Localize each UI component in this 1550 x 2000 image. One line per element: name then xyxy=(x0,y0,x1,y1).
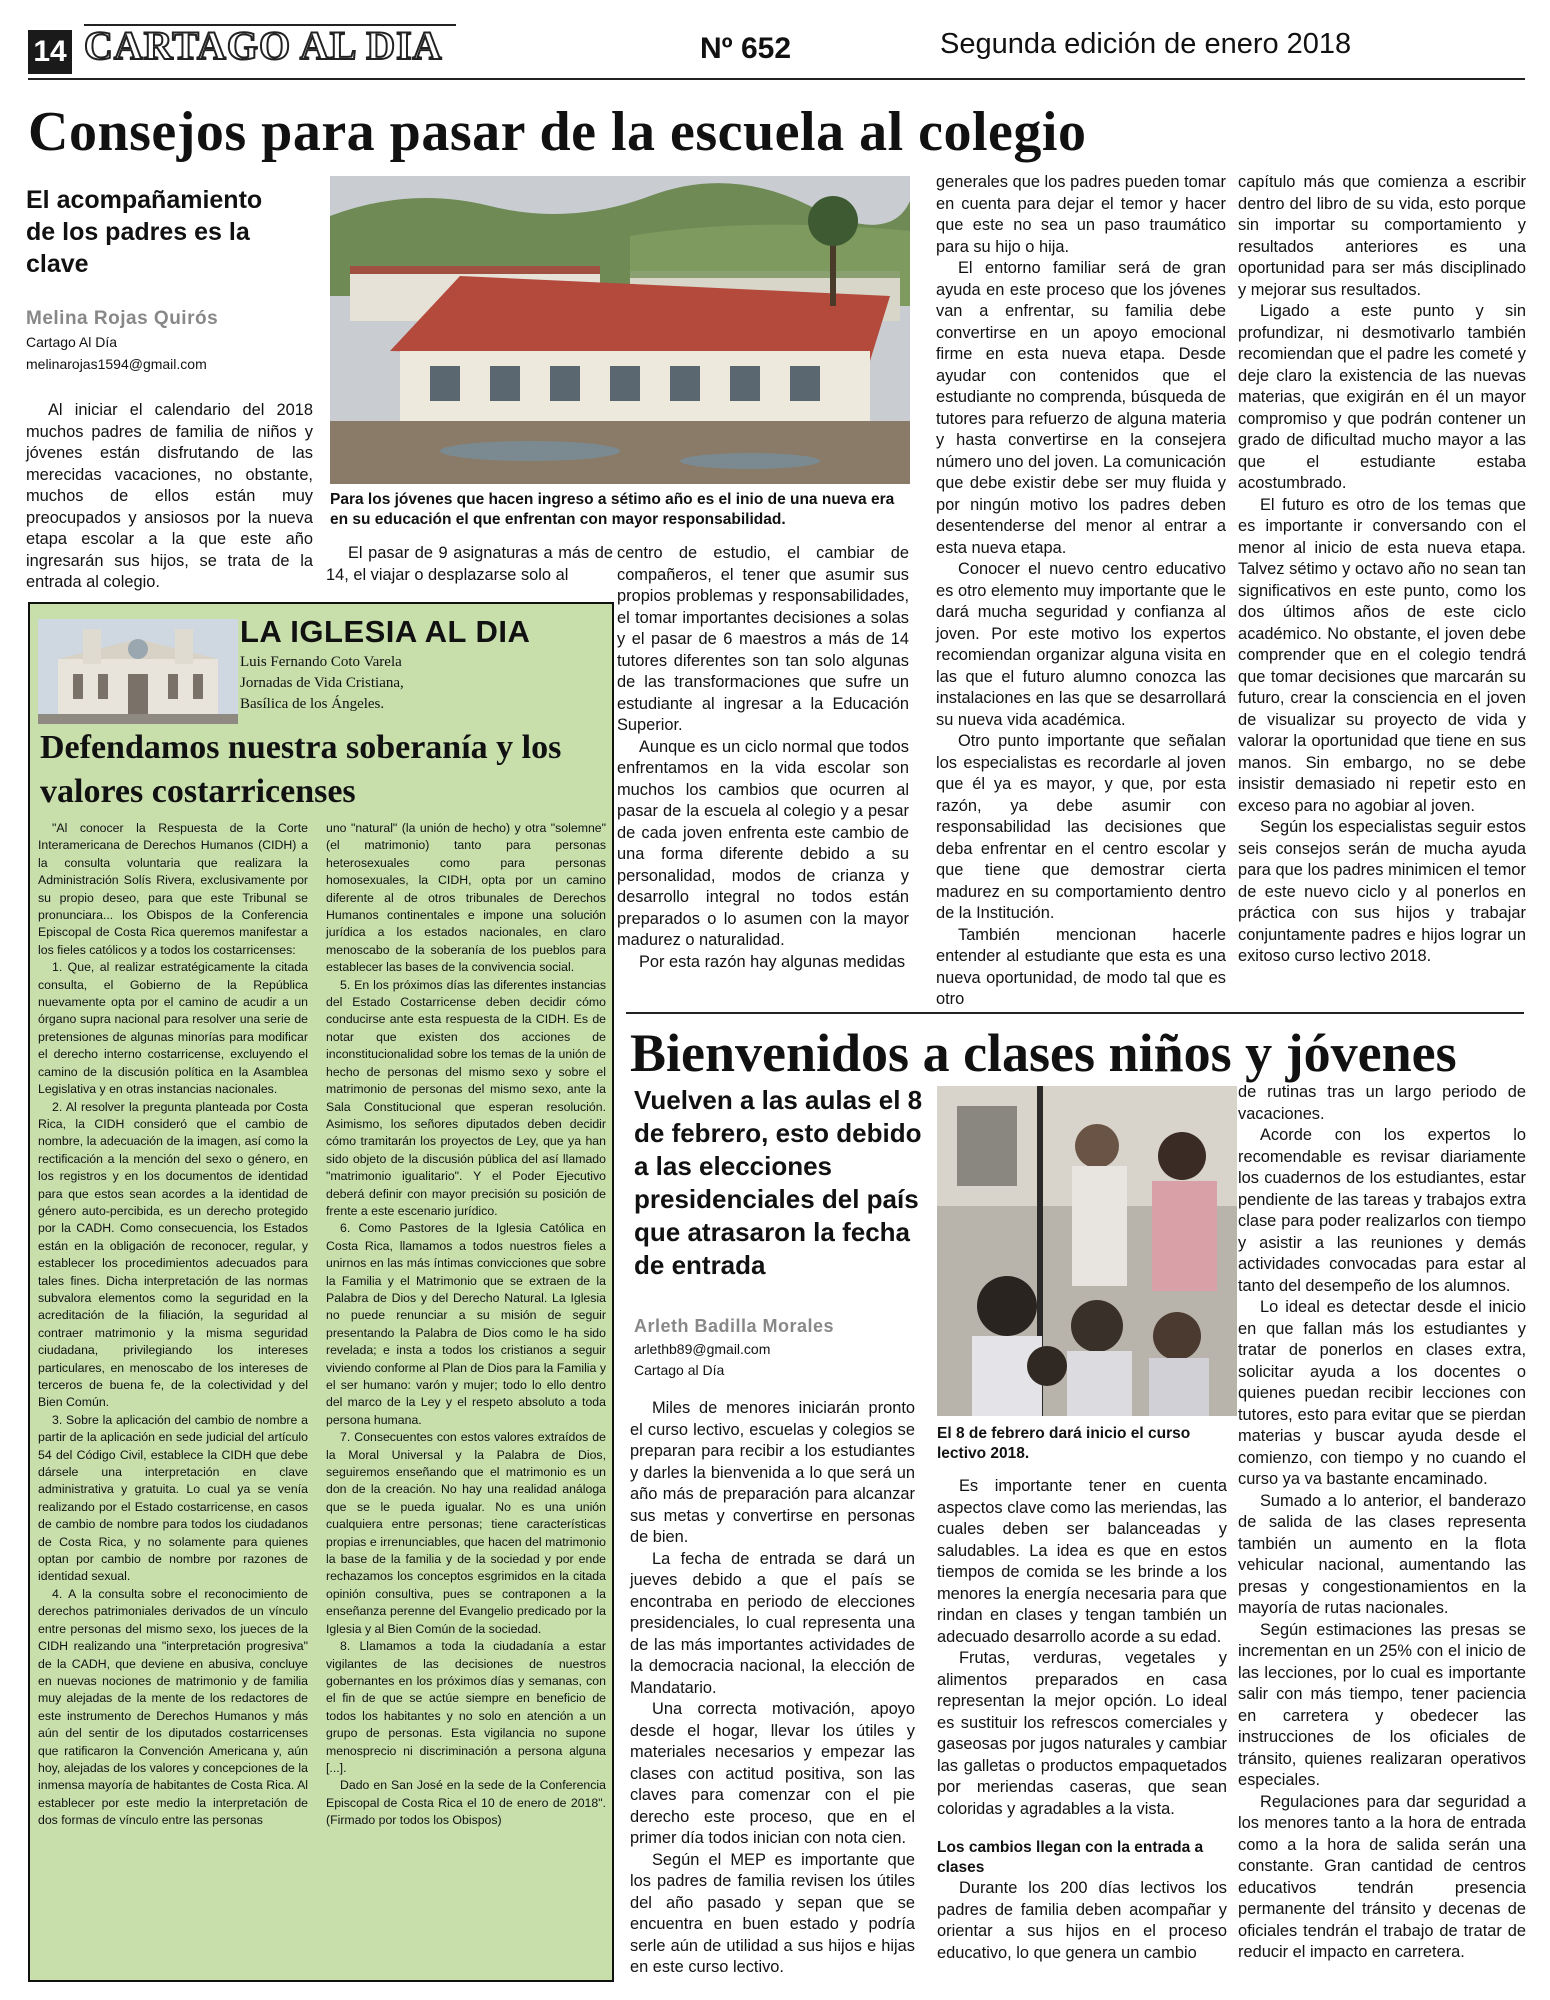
article-1-column-1 xyxy=(26,400,313,594)
article-1-headline: Consejos para pasar de la escuela al colegio xyxy=(28,101,1087,163)
paragraph: Según estimaciones las presas se incrementan en un 25% con el inicio de las lecciones, por lo cual es importante salir con más tiempo, tener paciencia en carretera y obedecer las instrucciones de los oficiales de tránsito, quienes realizaran operativos especiales. xyxy=(1238,1620,1526,1789)
paragraph: Es importante tener en cuenta aspectos clave como las meriendas, las cuales deben ser balanceadas y saludables. La idea es que en estos tiempos de comida se les brinde a los menores la energía necesaria para que rindan en clases y tengan también un adecuado desarrollo acorde a su edad. xyxy=(937,1477,1227,1646)
paragraph: 4. A la consulta sobre el reconocimiento de derechos patrimoniales derivados de un vínculo entre personas del mismo sexo, los jueces de la CIDH realizando una "interpretación progresiva" de la CADH, que deviene en abusiva, concluye en nuevas nociones de matrimonio y de familia muy alejadas de la mente de los redactores de este instrumento de Derechos Humanos y más aún del sentir de los diputados costarricenses que ratificaron la Convención Americana y, aún hoy, alejadas de los valores y concepciones de la inmensa mayoría de habitantes de Costa Rica. Al establecer por este medio la interpretación de dos formas de vínculo entre las personas xyxy=(38,1586,308,1828)
paragraph: Otro punto importante que señalan los especialistas es recordarle al joven que él ya es mayor, y que, por esta razón, ya debe asumir con responsabilidad las decisiones que deba enfrentar en el centro escolar y que tiene que demostrar cierta madurez en su comportamiento dentro de la Institución. xyxy=(936,732,1226,922)
paragraph: Según los especialistas seguir estos seis consejos serán de mucha ayuda para que los padres minimicen el temor de este nuevo ciclo y al ponerlos en práctica con sus hijos y trabajar conjuntamente padres e hijos lograr un exitoso curso lectivo 2018. xyxy=(1238,818,1526,965)
paragraph: Según el MEP es importante que los padres de familia revisen los útiles del año pasado y sepan que se encuentra en buen estado y podría serle aún de utilidad a sus hijos e hijas en este curso lectivo. xyxy=(630,1850,915,1976)
paragraph: Dado en San José en la sede de la Conferencia Episcopal de Costa Rica el 10 de enero de 2018". (Firmado por todos los Obispos) xyxy=(326,1778,606,1828)
paragraph: 1. Que, al realizar estratégicamente la citada consulta, el Gobierno de la República nuevamente opta por el camino de acudir a un órgano supra nacional para resolver una serie de pretensiones de algunas minorías para modificar el derecho interno costarricense, excluyendo el camino de la discusión política en la Asamblea Legislativa y en otras instancias nacionales. xyxy=(38,960,308,1097)
school-photo xyxy=(330,176,910,484)
paragraph: Miles de menores iniciarán pronto el curso lectivo, escuelas y colegios se preparan para recibir a los estudiantes y darles la bienvenida a lo que será un año más de preparación para alcanzar sus metas y convertirse en personas de bien. xyxy=(630,1399,915,1546)
article-1-deck: El acompañamiento de los padres es la clave xyxy=(26,186,263,278)
sidebar-author-line: Jornadas de Vida Cristiana, xyxy=(240,675,404,691)
paragraph: 8. Llamamos a toda la ciudadanía a estar vigilantes de las decisiones de nuestros gobernantes en los próximos días y semanas, con el fin de que se actúe siempre en beneficio de todos los habitantes y no solo en atención a un grupo de personas. Esta vigilancia no supone menosprecio ni discriminación a persona alguna [...]. xyxy=(326,1639,606,1775)
paragraph: centro de estudio, el cambiar de compañeros, el tener que asumir sus propios problemas y responsabilidades, el tomar importantes decisiones a solas y el pasar de 6 maestros a más de 14 tutores diferentes son tan solo algunas de las transformaciones que sufre un estudiante al ingresar a la Educación Superior. xyxy=(617,544,909,734)
paragraph: El entorno familiar será de gran ayuda en este proceso que los jóvenes van a enfrentar, su familia debe convertirse en un apoyo emocional firme en esta nueva etapa. Desde ayudar con contenidos que el estudiante no comprenda, búsqueda de tutores para refuerzo de alguna materia y hasta convertirse en la consejera número uno del joven. La comunicación que debe existir debe ser muy fluida y por ningún motivo los padres deben desentenderse del menor al entrar a esta nueva etapa. xyxy=(936,259,1226,557)
article-2-subhead: Los cambios llegan con la entrada a clases xyxy=(937,1839,1204,1876)
paragraph: 5. En los próximos días las diferentes instancias del Estado Costarricense deben decidir cómo conducirse ante esta respuesta de la CIDH. Es de notar que existen dos acciones de inconstitucionalidad sobre los temas de la unión de hecho de personas del mismo sexo y sobre el matrimonio de personas del mismo sexo, ante la Sala Constitucional que esperan resolución. Asimismo, los señores diputados deben decidir cómo tramitarán los proyectos de Ley, que ya han sido objeto de la discusión pública del así llamado "matrimonio igualitario". Y el Poder Ejecutivo deberá definir con mayor precisión su posición de frente a este escenario jurídico. xyxy=(326,977,606,1218)
paragraph: Frutas, verduras, vegetales y alimentos preparados en casa representan la mejor opción. Lo ideal es sustituir los refrescos comerciales y gaseosas por jugos naturales y cambiar las galletas o productos empaquetados por meriendas caseras, que sean coloridas y agradables a la vista. xyxy=(937,1649,1227,1818)
article-1-column-4 xyxy=(936,172,1226,1011)
section-divider xyxy=(626,1012,1524,1014)
paragraph: Sumado a lo anterior, el banderazo de salida de las clases representa también un aumento en la flota vehicular nacional, aumentando las presas y congestionamientos en la mayoría de rutas nacionales. xyxy=(1238,1491,1526,1617)
paragraph: "Al conocer la Respuesta de la Corte Interamericana de Derechos Humanos (CIDH) a la consulta voluntaria que realizara la Administración Solís Rivera, exclusivamente por su propio deseo, para que este Tribunal se pronunciara... los Obispos de la Conferencia Episcopal de Costa Rica queremos manifestar a los fieles católicos y a todos los costarricenses: xyxy=(38,821,308,957)
paragraph: Durante los 200 días lectivos los padres de familia deben acompañar y orientar a sus hijos en el proceso educativo, lo que genera un cambio xyxy=(937,1879,1227,1962)
paragraph: 6. Como Pastores de la Iglesia Católica en Costa Rica, llamamos a todos nuestros fieles a unirnos en las más íntimas convicciones que sobre la Familia y el Matrimonio que se extraen de la Palabra de Dios y del Derecho Natural. La Iglesia no puede renunciar a su misión de seguir presentando la Palabra de Dios como le ha sido revelada; e insta a todos los cristianos a seguir viviendo conforme al Plan de Dios para la Familia y el ser humano: varón y mujer; todo lo ello dentro del marco de la Ley y el respeto absoluto a toda persona humana. xyxy=(326,1221,606,1427)
paragraph: Conocer el nuevo centro educativo es otro elemento muy importante que le dará mucha seguridad y confianza al joven. Por este motivo los expertos recomiendan organizar alguna visita en las que el futuro alumno conozca las instalaciones en las que se desarrollará su nueva vida académica. xyxy=(936,560,1226,729)
article-1-author: Melina Rojas Quirós xyxy=(26,308,219,329)
paragraph: Lo ideal es detectar desde el inicio en que fallan más los estudiantes y tratar de ponerlos en clases extra, solicitar ayuda a los docentes o quienes puedan recibir lecciones con tutores, esto para evitar que se pierdan materias y buscar ayuda desde el comienzo, con tiempo y no cuando el curso ya va bastante encaminado. xyxy=(1238,1298,1526,1488)
article-2-author: Arleth Badilla Morales xyxy=(634,1316,835,1336)
paragraph: Regulaciones para dar seguridad a los menores tanto a la hora de entrada como a la hora de salida serán una constante. Gran cantidad de centros educativos tendrán presencia permanente del tránsito y decenas de oficiales tendrán el trabajo de tratar de reducir el impacto en carretera. xyxy=(1238,1792,1526,1961)
paragraph: Acorde con los expertos lo recomendable es revisar diariamente los cuadernos de los estudiantes, estar pendiente de las tareas y trabajos extra clase para poder realizarlos con tiempo y asistir a las reuniones y demás actividades convocadas para estar al tanto del desempeño de los alumnos. xyxy=(1238,1126,1526,1295)
article-1-column-2 xyxy=(326,543,613,586)
paragraph: Aunque es un ciclo normal que todos enfrentamos en la vida escolar son muchos los cambios que ocurren al pasar de la escuela al colegio y a pesar de cada joven enfrenta este cambio de una forma diferente debido a su personalidad, modos de crianza y desarrollo integral no todos están preparados o lo asumen con la mayor madurez o naturalidad. xyxy=(617,737,909,949)
article-2-column-2 xyxy=(937,1476,1227,1964)
paragraph: La fecha de entrada se dará un jueves debido a que el país se encontraba en periodo de elecciones presidenciales, lo cual representa una de las más importantes actividades de la democracia nacional, la elección de Mandatario. xyxy=(630,1549,915,1697)
paragraph: Ligado a este punto y sin profundizar, ni desmotivarlo también recomiendan que el padre les cometé y deje claro la existencia de las nuevas materias, que exigirán en él un mayor compromiso y que podrán contener un grado de dificultad mucho mayor a las que el estudiante estaba acostumbrado. xyxy=(1238,302,1526,492)
paragraph: Por esta razón hay algunas medidas xyxy=(639,952,906,971)
sidebar-column-1 xyxy=(38,820,308,1830)
paragraph: 7. Consecuentes con estos valores extraídos de la Moral Universal y la Palabra de Dios, seguiremos enseñando que el matrimonio es un don de la creación. No hay una realidad análoga que se le pueda igualar. No es una unión cualquiera entre personas; tiene características propias e irrenunciables, que hacen del matrimonio la base de la familia y de la sociedad y por ende rechazamos los conceptos esgrimidos en la citada opinión consultiva, pues se contraponen a la enseñanza perenne del Evangelio predicado por la Iglesia y al Bien Común de la sociedad. xyxy=(326,1430,606,1636)
paragraph: También mencionan hacerle entender al estudiante que esta es una nueva oportunidad, de modo tal que es otro xyxy=(936,925,1226,1008)
issue-number: Nº 652 xyxy=(700,32,792,65)
paragraph: Al iniciar el calendario del 2018 muchos padres de familia de niños y jóvenes están disfrutando de las merecidas vacaciones, no obstante, muchos de ellos están muy preocupados y ansiosos por la nueva etapa escolar a la que este año ingresarán sus hijos, se trata de la entrada al colegio. xyxy=(26,401,313,591)
article-1-email: melinarojas1594@gmail.com xyxy=(26,356,207,372)
photo-1-caption: Para los jóvenes que hacen ingreso a sétimo año es el inio de una nueva era en su educación el que enfrentan con mayor responsabilidad. xyxy=(330,491,895,528)
masthead-logo: CARTAGO AL DIA xyxy=(84,23,443,68)
page-number: 14 xyxy=(28,30,72,74)
paragraph: El futuro es otro de los temas que es importante ir conversando con el menor al inicio de esta nueva etapa. Talvez sétimo y octavo año no sean tan significativos en este punto, como los dos últimos años de este ciclo académico. No obstante, el joven debe comprender que en el colegio tendrá que tomar decisiones que marcarán su futuro, crear la consciencia en el joven de visualizar su proyecto de vida y valorar la oportunidad que tiene en sus manos. Sin embargo, no se debe insistir demasiado ni repetir esto en exceso para no agobiar al joven. xyxy=(1238,495,1526,815)
sidebar-author-line: Basílica de los Ángeles. xyxy=(240,696,385,712)
article-2-email: arlethb89@gmail.com xyxy=(634,1341,771,1357)
paragraph: capítulo más que comienza a escribir dentro del libro de su vida, esto porque sin importar su comportamiento y resultados anteriores es una oportunidad para ser más disciplinado y mejorar sus resultados. xyxy=(1238,173,1526,299)
article-1-column-5 xyxy=(1238,172,1526,968)
sidebar-church-column xyxy=(28,602,614,1982)
article-1-column-3 xyxy=(617,543,909,973)
article-2-headline: Bienvenidos a clases niños y jóvenes xyxy=(630,1023,1457,1083)
edition-date: Segunda edición de enero 2018 xyxy=(940,28,1352,60)
paragraph: de rutinas tras un largo periodo de vacaciones. xyxy=(1238,1083,1526,1123)
paragraph: generales que los padres pueden tomar en cuenta para dejar el temor y hacer que este no sea un paso traumático para su hijo o hija. xyxy=(936,173,1226,256)
sidebar-column-2 xyxy=(326,820,606,1830)
article-2-column-1 xyxy=(630,1398,915,1979)
paragraph: uno "natural" (la unión de hecho) y otra "solemne" (el matrimonio) tanto para personas heterosexuales como para personas homosexuales, la CIDH, opta por un camino diferente al de otros tribunales de Derechos Humanos continentales e impone una solución jurídica a los estados nacionales, en claro menoscabo de la soberanía de los pueblos para establecer las bases de la convivencia social. xyxy=(326,821,606,975)
basilica-photo xyxy=(38,619,238,724)
photo-2-caption: El 8 de febrero dará inicio el curso lectivo 2018. xyxy=(937,1425,1191,1462)
paragraph: 3. Sobre la aplicación del cambio de nombre a partir de la aplicación en sede judicial del artículo 54 del Código Civil, establece la CIDH que debe dársele una interpretación en clave administrativa y gratuita. Lo cual ya se venía realizando por el Estado costarricense, en casos de cambio de nombre para todos los ciudadanos de Costa Rica, y no solamente para quienes optan por cambio de nombre por razones de identidad sexual. xyxy=(38,1412,308,1584)
article-2-org: Cartago al Día xyxy=(634,1362,725,1378)
sidebar-headline: Defendamos nuestra soberanía y los valores costarricenses xyxy=(40,729,562,810)
article-2-deck: Vuelven a las aulas el 8 de febrero, esto debido a las elecciones presidenciales del país que atrasaron la fecha de entrada xyxy=(634,1085,923,1280)
sidebar-title: LA IGLESIA AL DIA xyxy=(240,614,531,649)
article-2-column-3 xyxy=(1238,1082,1526,1964)
paragraph: 2. Al resolver la pregunta planteada por Costa Rica, la CIDH consideró que el cambio de nombre, la adecuación de la imagen, así como la rectificación a la mención del sexo o género, en los registros y en los documentos de identidad para que estos sean acordes a la identidad de género auto-percibida, es un derecho protegido por la CADH. Como consecuencia, los Estados están en la obligación de reconocer, regular, y establecer los procedimientos adecuados para tales fines. Dicha interpretación de las normas subvalora elementos como la seguridad en la acreditación de la filiación, la seguridad al contraer matrimonio y la misma seguridad ciudadana, privilegiando los intereses particulares, en menoscabo de los intereses de terceros de buena fe, de la colectividad y del Bien Común. xyxy=(38,1099,308,1410)
article-1-org: Cartago Al Día xyxy=(26,334,118,350)
paragraph: Una correcta motivación, apoyo desde el hogar, llevar los útiles y materiales necesarios y empezar las clases con actitud positiva, son las claves para comenzar con el pie derecho este proceso, que en el primer día todos inician con nota cien. xyxy=(630,1700,915,1847)
classroom-photo xyxy=(937,1086,1237,1416)
sidebar-author-line: Luis Fernando Coto Varela xyxy=(240,654,402,670)
paragraph: El pasar de 9 asignaturas a más de 14, el viajar o desplazarse solo al xyxy=(326,544,613,584)
header-divider xyxy=(28,78,1525,80)
